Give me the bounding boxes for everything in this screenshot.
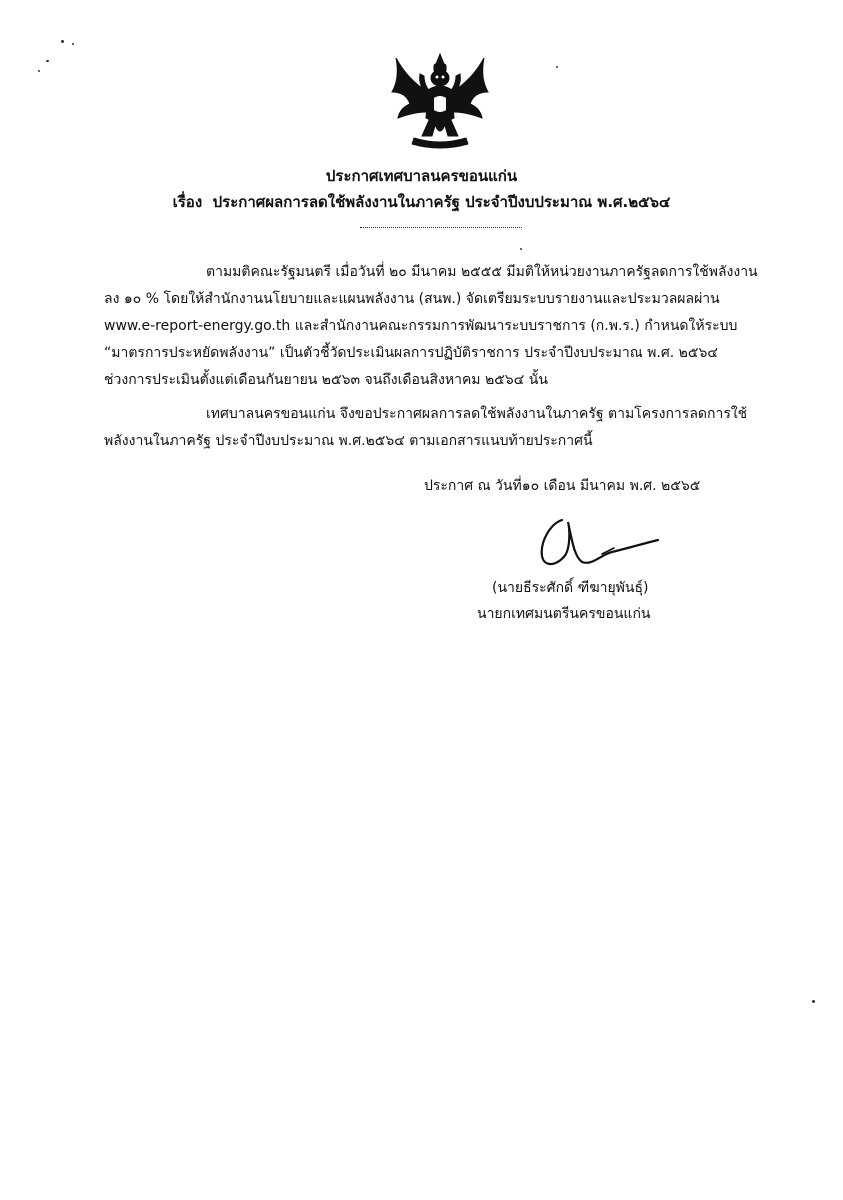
handwritten-signature-icon	[532, 510, 662, 574]
scan-speck	[812, 1000, 815, 1003]
paragraph2-line-1: เทศบาลนครขอนแก่น จึงขอประกาศผลการลดใช้พลังงานในภาครัฐ ตามโครงการลดการใช้	[206, 406, 748, 422]
title-divider	[360, 219, 522, 228]
announcement-date: ประกาศ ณ วันที่๑๐ เดือน มีนาคม พ.ศ. ๒๕๖๕	[424, 478, 701, 494]
subject-label: เรื่อง	[172, 193, 203, 211]
paragraph1-line-2: ลง ๑๐ % โดยให้สำนักงานนโยบายและแผนพลังงาน (สนพ.) จัดเตรียมระบบรายงานและประมวลผลผ่าน	[104, 291, 720, 307]
scan-speck	[72, 43, 74, 45]
scan-speck	[556, 66, 558, 68]
garuda-emblem-icon	[388, 52, 492, 152]
subject-text: ประกาศผลการลดใช้พลังงานในภาครัฐ ประจำปีงบประมาณ พ.ศ.๒๕๖๔	[212, 193, 671, 211]
document-title: ประกาศเทศบาลนครขอนแก่น	[325, 167, 518, 185]
scan-speck	[61, 40, 64, 43]
document-subject	[0, 190, 843, 214]
scan-speck	[38, 70, 40, 72]
scan-speck	[520, 248, 522, 250]
paragraph2-line-2: พลังงานในภาครัฐ ประจำปีงบประมาณ พ.ศ.๒๕๖๔ ตามเอกสารแนบท้ายประกาศนี้	[104, 433, 593, 449]
paragraph1-line-5: ช่วงการประเมินตั้งแต่เดือนกันยายน ๒๕๖๓ จนถึงเดือนสิงหาคม ๒๕๖๔ นั้น	[104, 372, 548, 388]
paragraph1-line-1: ตามมติคณะรัฐมนตรี เมื่อวันที่ ๒๐ มีนาคม ๒๕๕๕ มีมติให้หน่วยงานภาครัฐลดการใช้พลังงาน	[206, 264, 758, 280]
paragraph1-line-4: “มาตรการประหยัดพลังงาน” เป็นตัวชี้วัดประเมินผลการปฏิบัติราชการ ประจำปีงบประมาณ พ.ศ. ๒๕๖๔	[104, 345, 718, 361]
signer-name: (นายธีระศักดิ์ ฑีฆายุพันธุ์)	[492, 580, 649, 596]
paragraph1-line-3: www.e-report-energy.go.th และสำนักงานคณะกรรมการพัฒนาระบบราชการ (ก.พ.ร.) กำหนดให้ระบบ	[104, 318, 738, 334]
scan-speck	[46, 60, 49, 62]
signer-position: นายกเทศมนตรีนครขอนแก่น	[477, 606, 651, 622]
